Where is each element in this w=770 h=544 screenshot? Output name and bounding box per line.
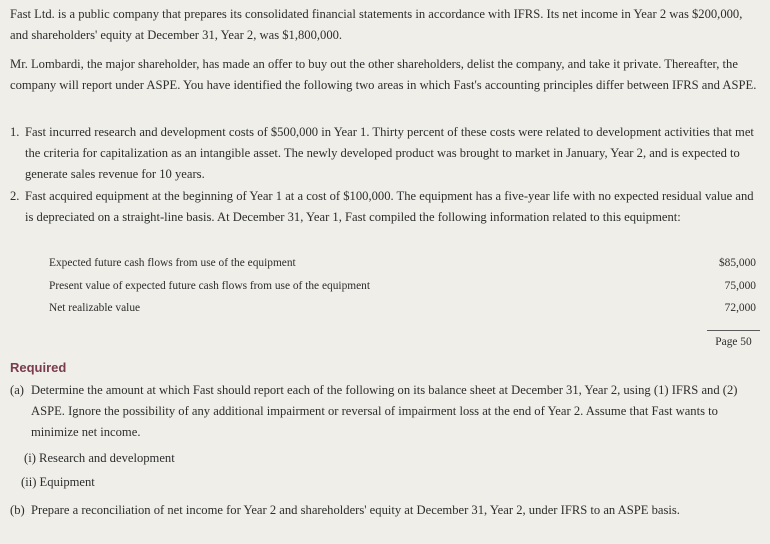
sub-item-text: Research and development [39,451,175,465]
row-value: $85,000 [718,257,756,269]
intro-paragraph-1: Fast Ltd. is a public company that prepares its consolidated financial statements in accordance with IFRS. Its net income in Year 2 was $200,000, and shareholders' equity at December 31, Year 2, was $1,800,000. [10,7,743,42]
part-b-label: (b) [10,503,25,517]
row-value: 75,000 [724,279,756,292]
sub-item-research [24,448,175,469]
sub-item-label: (i) [24,451,36,465]
part-a-text: Determine the amount at which Fast should report each of the following on its balance sheet at December 31, Year 2, using (1) IFRS and (2) ASPE. Ignore the possibility of any additional impairment or reversal of impairment loss at the end of Year 2. Assume that Fast wants to minimize net income. [31,383,738,439]
sub-item-text: Equipment [39,475,95,489]
row-value: 72,000 [724,302,756,314]
question-part-b [10,500,762,521]
required-heading: Required [10,360,67,375]
row-label: Present value of expected future cash flows from use of the equipment [49,279,371,292]
sub-item-label: (ii) [21,475,37,489]
intro-paragraph-2: Mr. Lombardi, the major shareholder, has made an offer to buy out the other shareholders, delist the company, and take it private. Thereafter, the company will report under ASPE. You have identified the following two areas in which Fast's accounting principles differ between IFRS and ASPE. [10,57,757,92]
table-row [49,252,756,275]
table-row [49,275,756,298]
sub-item-equipment [21,472,95,493]
list-item [10,122,762,185]
row-label: Expected future cash flows from use of the equipment [49,257,296,269]
part-a-label: (a) [10,383,24,397]
list-item-text: Fast incurred research and development costs of $500,000 in Year 1. Thirty percent of these costs were related to development activities that met the criteria for capitalization as an intangible asset. The newly developed product was brought to market in January, Year 2, and is expected to generate sales revenue for 10 years. [25,125,754,181]
list-item-text: Fast acquired equipment at the beginning of Year 1 at a cost of $100,000. The equipment has a five-year life with no expected residual value and is depreciated on a straight-line basis. At December 31, Year 1, Fast compiled the following information related to this equipment: [25,189,754,224]
row-label: Net realizable value [49,302,141,314]
differences-list [10,122,762,228]
list-item-number: 2. [10,189,20,203]
part-b-text: Prepare a reconciliation of net income for Year 2 and shareholders' equity at December 31, Year 2, under IFRS to an ASPE basis. [31,503,680,517]
page-marker: Page 50 [707,330,760,353]
question-part-a [10,380,762,443]
list-item-number: 1. [10,125,20,139]
table-row [49,297,756,320]
list-item [10,186,762,228]
equipment-info-table [49,252,756,320]
